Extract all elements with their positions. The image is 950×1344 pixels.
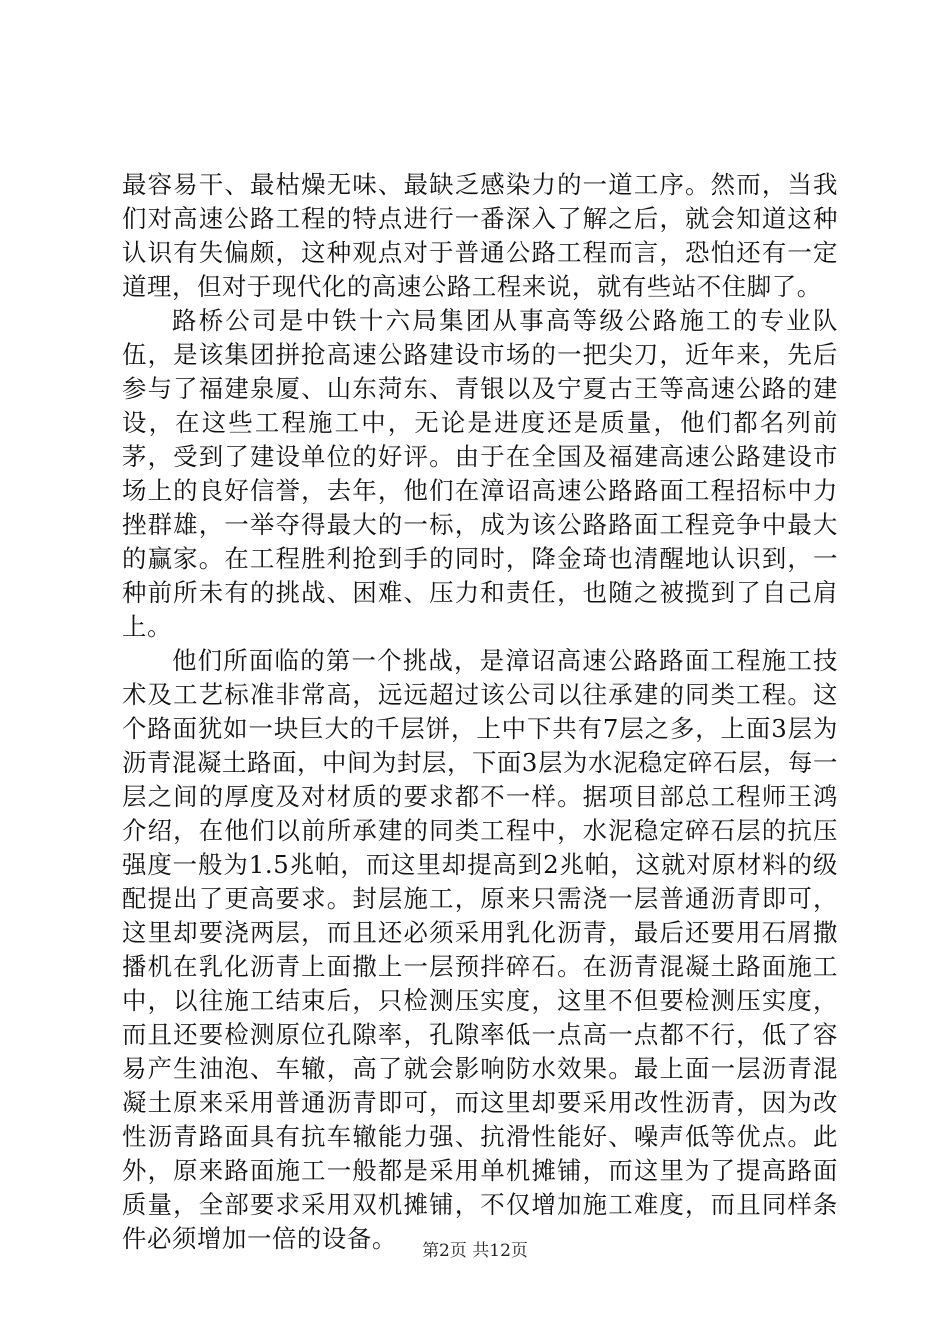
paragraph-first-challenge: 他们所面临的第一个挑战，是漳诏高速公路路面工程施工技术及工艺标准非常高，远远超过该公司以往承建的同类工程。这个路面犹如一块巨大的千层饼，上中下共有7层之多，上面3层为沥青混凝土路面，中间为封层，下面3层为水泥稳定碎石层，每一层之间的厚度及对材质的要求都不一样。据项目部总工程师王鸿介绍，在他们以前所承建的同类工程中，水泥稳定碎石层的抗压强度一般为1.5兆帕，而这里却提高到2兆帕，这就对原材料的级配提出了更高要求。封层施工，原来只需浇一层普通沥青即可，这里却要浇两层，而且还必须采用乳化沥青，最后还要用石屑撒播机在乳化沥青上面撒上一层预拌碎石。在沥青混凝土路面施工中，以往施工结束后，只检测压实度，这里不但要检测压实度，而且还要检测原位孔隙率，孔隙率低一点高一点都不行，低了容易产生油泡、车辙，高了就会影响防水效果。最上面一层沥青混凝土原来采用普通沥青即可，而这里却要采用改性沥青，因为改性沥青路面具有抗车辙能力强、抗滑性能好、噪声低等优点。此外，原来路面施工一般都是采用单机摊铺，而这里为了提高路面质量，全部要求采用双机摊铺，不仅增加施工难度，而且同样条件必须增加一倍的设备。 [122, 646, 838, 1253]
paragraph-continuation: 最容易干、最枯燥无味、最缺乏感染力的一道工序。然而，当我们对高速公路工程的特点进行一番深入了解之后，就会知道这种认识有失偏颇，这种观点对于普通公路工程而言，恐怕还有一定道理，但对于现代化的高速公路工程来说，就有些站不住脚了。 [122, 170, 838, 301]
body-text [122, 168, 838, 1256]
page-number-footer: 第2页 共12页 [422, 1241, 528, 1261]
paragraph-company-intro: 路桥公司是中铁十六局集团从事高等级公路施工的专业队伍，是该集团拼抢高速公路建设市场的一把尖刀，近年来，先后参与了福建泉厦、山东菏东、青银以及宁夏古王等高速公路的建设，在这些工程施工中，无论是进度还是质量，他们都名列前茅，受到了建设单位的好评。由于在全国及福建高速公路建设市场上的良好信誉，去年，他们在漳诏高速公路路面工程招标中力挫群雄，一举夺得最大的一标，成为该公路路面工程竞争中最大的赢家。在工程胜利抢到手的同时，降金琦也清醒地认识到，一种前所未有的挑战、困难、压力和责任，也随之被揽到了自己肩上。 [122, 306, 838, 641]
